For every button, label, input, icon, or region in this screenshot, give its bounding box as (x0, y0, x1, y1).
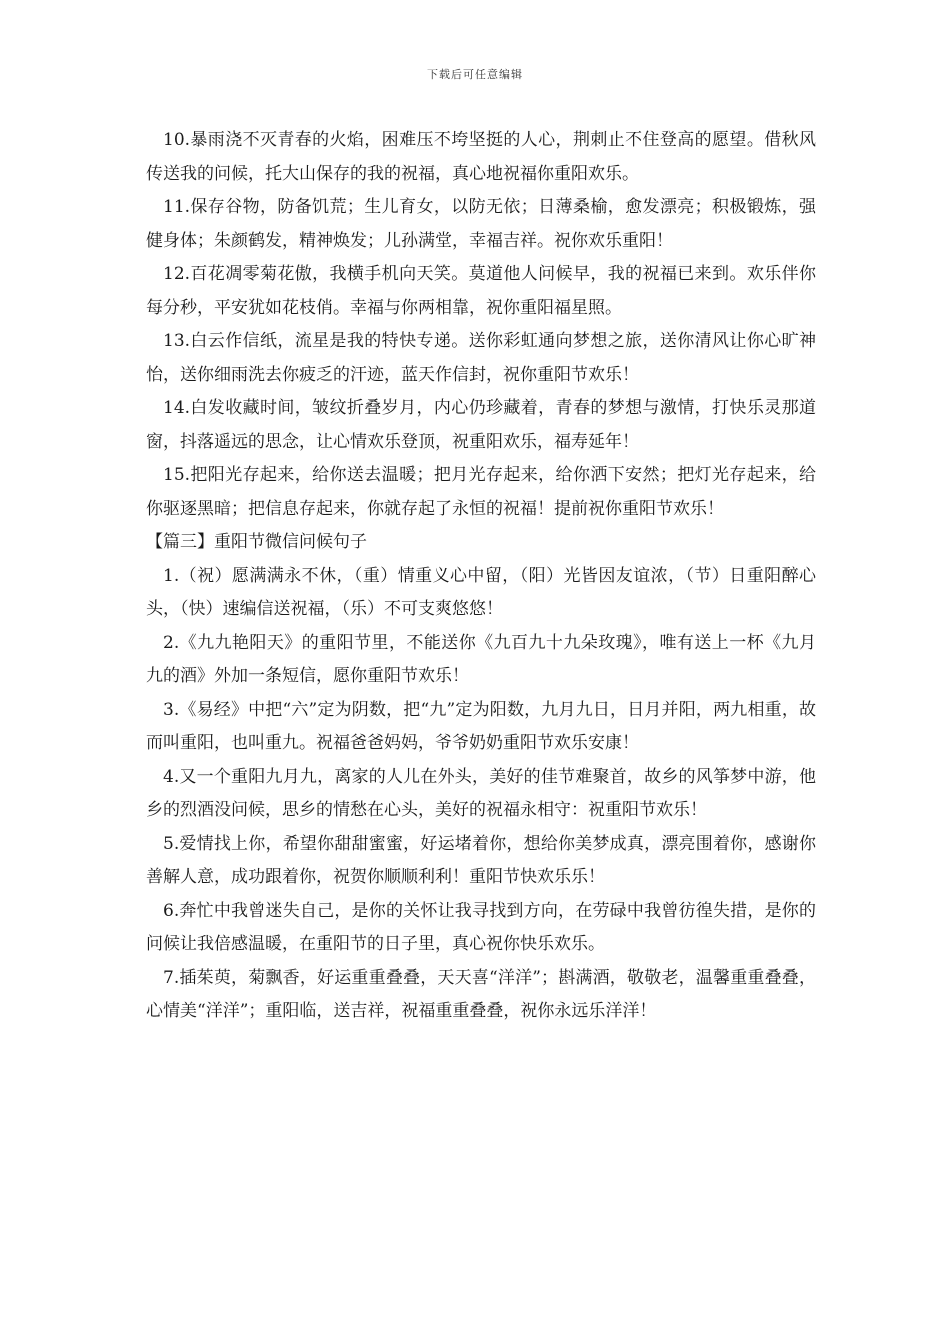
paragraph-10: 10.暴雨浇不灭青春的火焰，困难压不垮坚挺的人心，荆刺止不住登高的愿望。借秋风传送我的问候，托大山保存的我的祝福，真心地祝福你重阳欢乐。 (146, 130, 816, 184)
section-paragraph-6: 6.奔忙中我曾迷失自己，是你的关怀让我寻找到方向，在劳碌中我曾彷徨失措，是你的问候让我倍感温暖，在重阳节的日子里，真心祝你快乐欢乐。 (146, 900, 816, 954)
section-paragraph-2: 2.《九九艳阳天》的重阳节里，不能送你《九百九十九朵玫瑰》，唯有送上一杯《九月九的酒》外加一条短信，愿你重阳节欢乐！ (146, 632, 816, 686)
paragraph-13: 13.白云作信纸，流星是我的特快专递。送你彩虹通向梦想之旅，送你清风让你心旷神怡，送你细雨洗去你疲乏的汗迹，蓝天作信封，祝你重阳节欢乐！ (146, 331, 816, 385)
section-paragraph-1: 1.（祝）愿满满永不休，（重）情重义心中留，（阳）光皆因友谊浓，（节）日重阳醉心头，（快）速编信送祝福，（乐）不可支爽悠悠！ (146, 565, 816, 619)
section-paragraph-7: 7.插茱萸，菊飘香，好运重重叠叠，天天喜“洋洋”；斟满酒，敬敬老，温馨重重叠叠，心情美“洋洋”；重阳临，送吉祥，祝福重重叠叠，祝你永远乐洋洋！ (146, 967, 816, 1021)
page-header: 下载后可任意编辑 (427, 68, 523, 81)
section-paragraph-4: 4.又一个重阳九月九，离家的人儿在外头，美好的佳节难聚首，故乡的风筝梦中游，他乡的烈酒没问候，思乡的情愁在心头，美好的祝福永相守：祝重阳节欢乐！ (146, 766, 816, 820)
section-paragraph-5: 5.爱情找上你，希望你甜甜蜜蜜，好运堵着你，想给你美梦成真，漂亮围着你，感谢你善解人意，成功跟着你，祝贺你顺顺利利！重阳节快欢乐乐！ (146, 833, 816, 887)
paragraph-14: 14.白发收藏时间，皱纹折叠岁月，内心仍珍藏着，青春的梦想与激情，打快乐灵那道窗，抖落遥远的思念，让心情欢乐登顶，祝重阳欢乐，福寿延年！ (146, 398, 816, 452)
section-paragraph-3: 3.《易经》中把“六”定为阴数，把“九”定为阳数，九月九日，日月并阳，两九相重，故而叫重阳，也叫重九。祝福爸爸妈妈，爷爷奶奶重阳节欢乐安康！ (146, 699, 816, 753)
section-heading: 【篇三】重阳节微信问候句子 (146, 532, 367, 552)
paragraph-15: 15.把阳光存起来，给你送去温暖；把月光存起来，给你洒下安然；把灯光存起来，给你驱逐黑暗；把信息存起来，你就存起了永恒的祝福！提前祝你重阳节欢乐！ (146, 465, 816, 519)
paragraph-11: 11.保存谷物，防备饥荒；生儿育女，以防无依；日薄桑榆，愈发漂亮；积极锻炼，强健身体；朱颜鹤发，精神焕发；儿孙满堂，幸福吉祥。祝你欢乐重阳！ (146, 197, 816, 251)
document-body (146, 124, 816, 1029)
paragraph-12: 12.百花凋零菊花傲，我横手机向天笑。莫道他人问候早，我的祝福已来到。欢乐伴你每分秒，平安犹如花枝俏。幸福与你两相靠，祝你重阳福星照。 (146, 264, 816, 318)
